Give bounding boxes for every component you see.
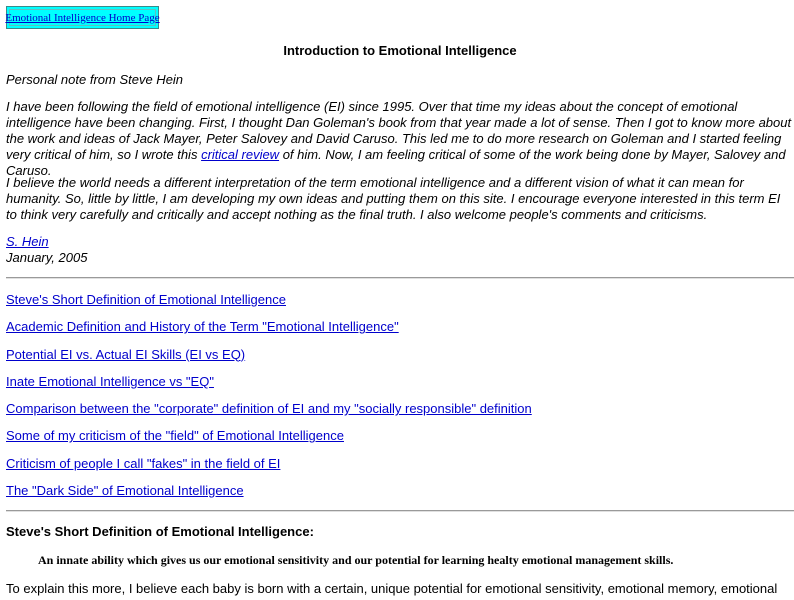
note-paragraph-1 <box>6 99 794 179</box>
divider <box>6 277 794 279</box>
note-paragraph-1-text-b: of him. Now, I am feeling critical of some of the work being done by Mayer, Salovey and Caruso. <box>6 147 786 178</box>
toc-link-dark-side[interactable]: The "Dark Side" of Emotional Intelligence <box>6 483 244 499</box>
table-of-contents <box>6 292 532 510</box>
toc-link-fakes[interactable]: Criticism of people I call "fakes" in the field of EI <box>6 455 281 471</box>
toc-item <box>6 401 532 428</box>
toc-item <box>6 483 532 510</box>
toc-item <box>6 319 532 346</box>
toc-link-short-definition[interactable]: Steve's Short Definition of Emotional Intelligence <box>6 292 286 307</box>
home-page-button-inner <box>5 9 160 26</box>
divider <box>6 510 794 512</box>
critical-review-link[interactable]: critical review <box>201 147 280 162</box>
toc-item <box>6 456 532 483</box>
note-date: January, 2005 <box>6 250 88 265</box>
toc-item <box>6 292 532 319</box>
page-title: Introduction to Emotional Intelligence <box>283 43 517 58</box>
personal-note-heading: Personal note from Steve Hein <box>6 72 184 87</box>
explanation-paragraph: To explain this more, I believe each baby is born with a certain, unique potential for emotional sensitivity, emotional memory, emotional <box>6 581 778 596</box>
toc-item <box>6 428 532 455</box>
definition-quote: An innate ability which gives us our emotional sensitivity and our potential for learning healty emotional management skills. <box>38 553 674 567</box>
note-paragraph-1-text-a: I have been following the field of emotional intelligence (EI) since 1995. Over that time my ideas about the concept of emotional intelligence have been changing. First, I thought Dan Goleman's book from that year made a lot of sense. Then I got to know more about the work and ideas of Jack Mayer, Peter Salovey and David Caruso. This led me to do more research on Goleman and I started feeling very critical of him, so I wrote this <box>6 99 792 162</box>
toc-link-inate-vs-eq[interactable]: Inate Emotional Intelligence vs "EQ" <box>6 373 214 389</box>
toc-link-criticism-field[interactable]: Some of my criticism of the "field" of Emotional Intelligence <box>6 428 344 444</box>
definition-section-heading: Steve's Short Definition of Emotional Intelligence: <box>6 524 314 539</box>
toc-item <box>6 347 532 374</box>
signature-link[interactable]: S. Hein <box>6 234 49 249</box>
home-page-link[interactable]: Emotional Intelligence Home Page <box>5 11 160 24</box>
toc-link-academic-definition[interactable]: Academic Definition and History of the Term "Emotional Intelligence" <box>6 319 399 335</box>
note-paragraph-2: I believe the world needs a different interpretation of the term emotional intelligence and a different vision of what it can mean for humanity. So, little by little, I am developing my own ideas and putting them on this site. I encourage everyone interested in this term EI to think very carefully and critically and accept nothing as the final truth. I also welcome people's comments and criticisms. <box>6 175 781 222</box>
signature <box>6 234 794 250</box>
toc-link-comparison[interactable]: Comparison between the "corporate" definition of EI and my "socially responsible" definition <box>6 401 532 417</box>
toc-item <box>6 374 532 401</box>
toc-link-potential-vs-actual[interactable]: Potential EI vs. Actual EI Skills (EI vs EQ) <box>6 346 246 362</box>
home-page-button-box <box>6 6 159 29</box>
